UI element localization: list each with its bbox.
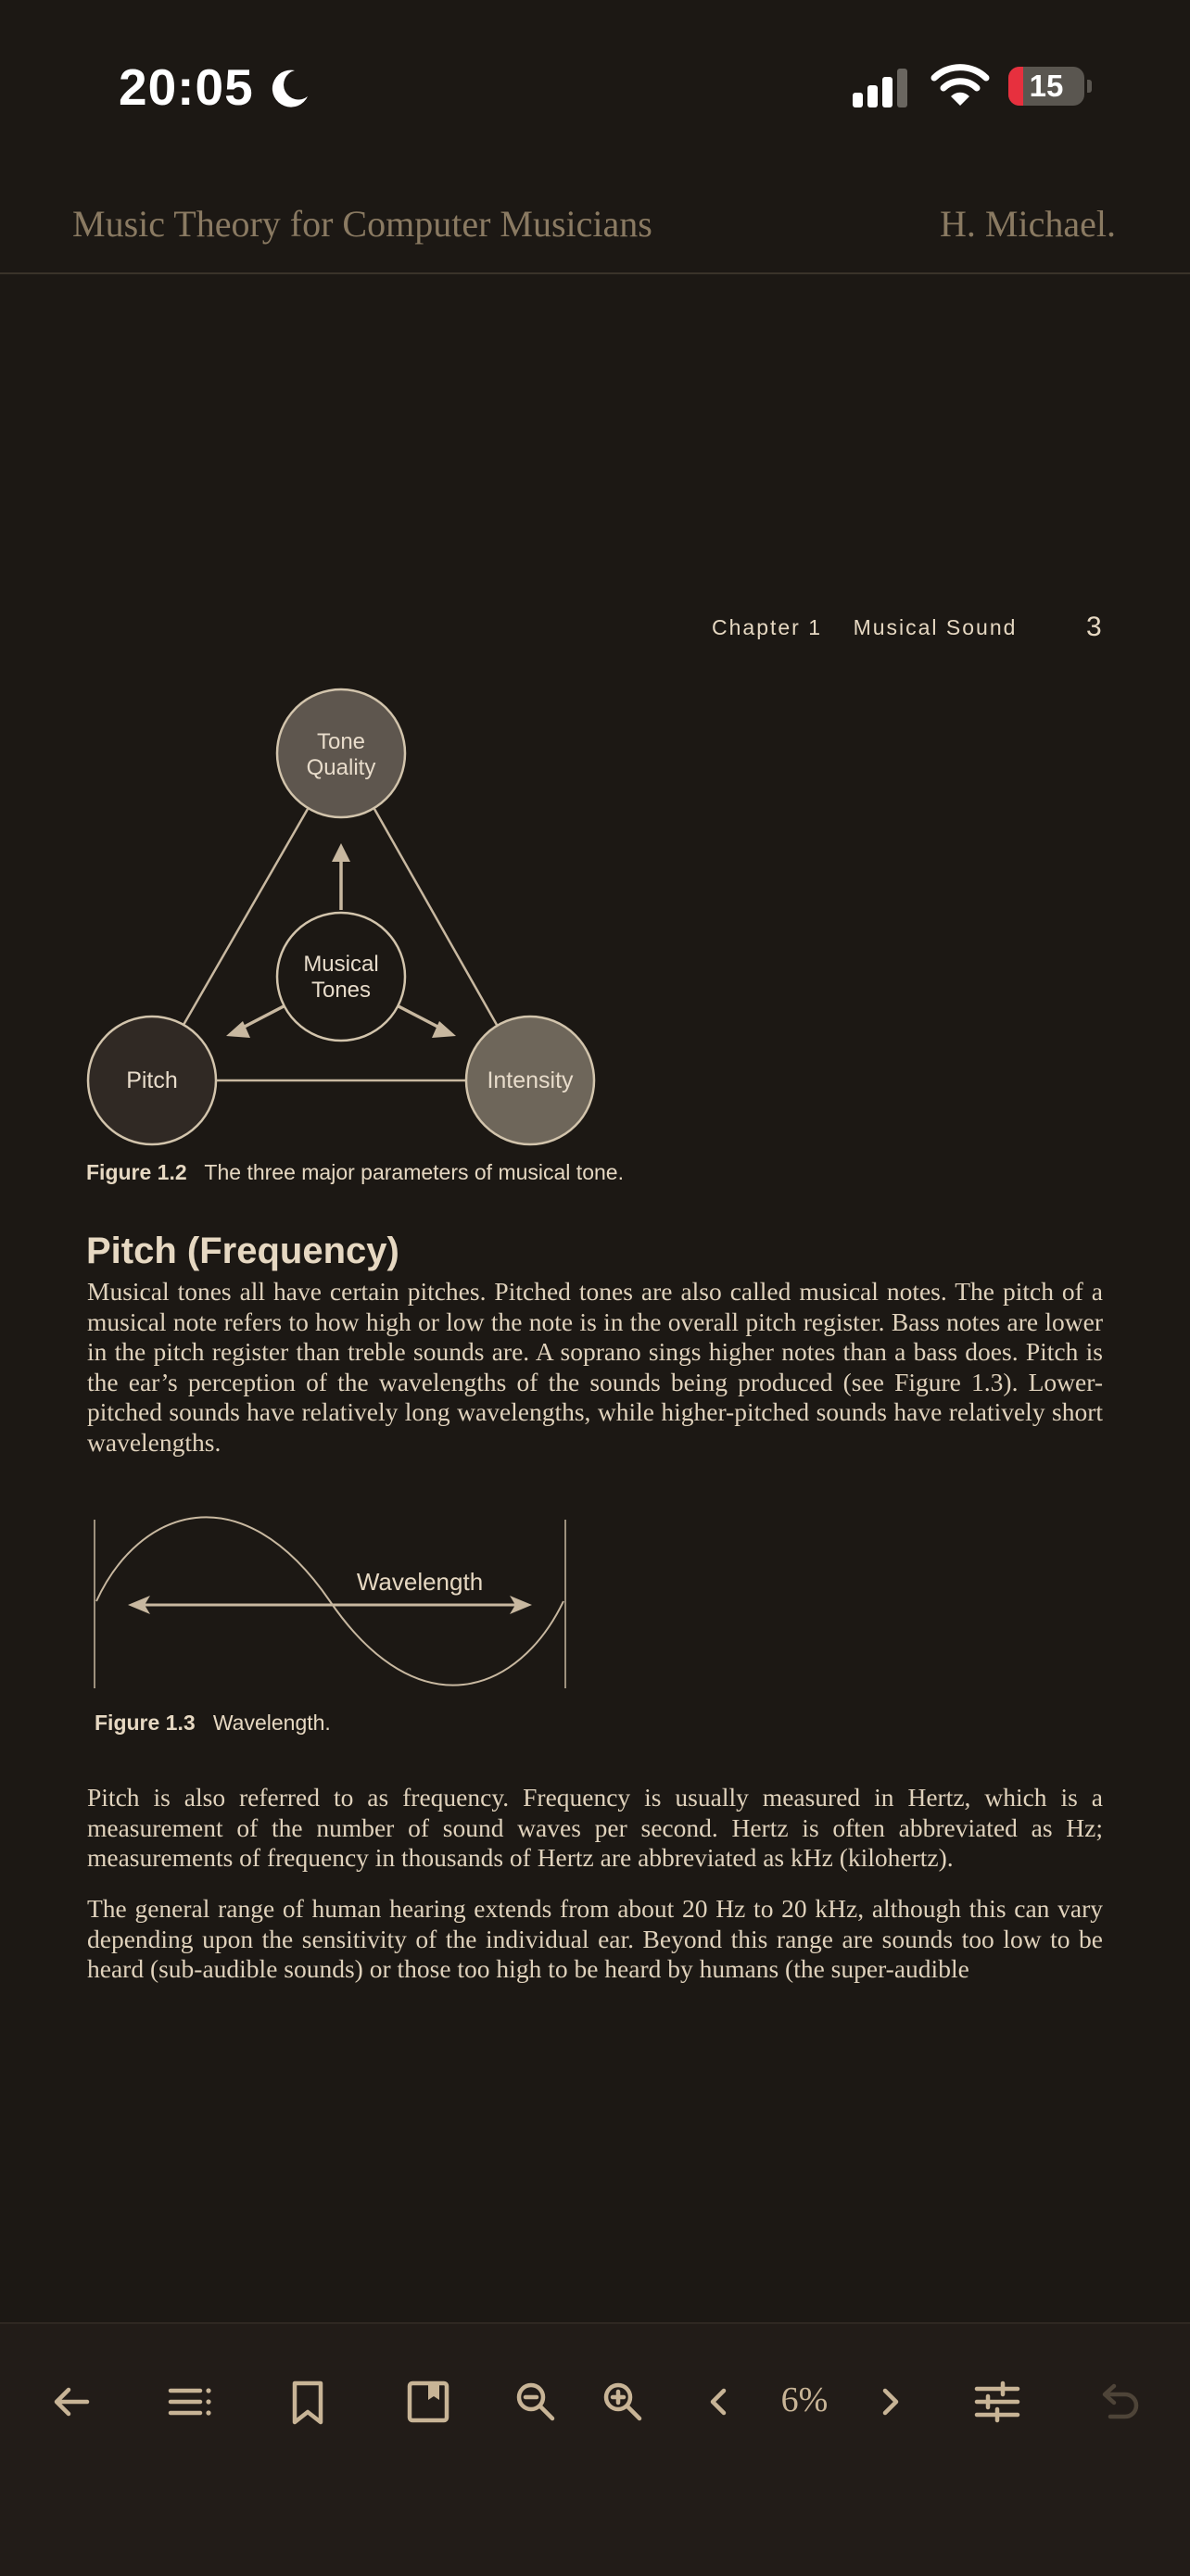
status-time: 20:05	[119, 58, 254, 116]
figure-1-3-wave	[83, 1509, 584, 1694]
book-header	[0, 185, 1190, 274]
wifi-icon	[930, 61, 990, 112]
undo-icon[interactable]	[1090, 2374, 1146, 2430]
zoom-out-icon[interactable]	[508, 2374, 563, 2430]
settings-sliders-icon[interactable]	[969, 2374, 1025, 2430]
running-head: Chapter 1 Musical Sound	[712, 615, 1018, 639]
reader-toolbar	[0, 2322, 1190, 2576]
wavelength-label: Wavelength	[356, 1568, 484, 1596]
node-tone-label: Tone	[316, 729, 366, 754]
contents-list-icon[interactable]	[163, 2374, 219, 2430]
figure-1-2-diagram	[74, 676, 612, 1158]
node-tones-label: Tones	[310, 978, 372, 1003]
node-intensity-label: Intensity	[487, 1067, 574, 1093]
figure-1-2-label: Figure 1.2	[86, 1160, 187, 1184]
book-bookmark-icon[interactable]	[400, 2374, 456, 2430]
cellular-signal-icon	[853, 67, 914, 112]
node-intensity	[466, 1017, 594, 1144]
bookmark-icon[interactable]	[280, 2374, 335, 2430]
battery-icon	[1008, 67, 1084, 106]
book-author: H. Michael.	[940, 203, 1116, 245]
book-title: Music Theory for Computer Musicians	[72, 203, 652, 245]
node-pitch	[88, 1017, 216, 1144]
node-pitch-label: Pitch	[126, 1067, 178, 1093]
status-bar	[0, 0, 1190, 176]
zoom-in-icon[interactable]	[595, 2374, 651, 2430]
reading-progress: 6%	[780, 2380, 829, 2419]
figure-1-3-label: Figure 1.3	[95, 1711, 196, 1735]
node-musical-tones	[277, 913, 405, 1041]
figure-1-2-text: The three major parameters of musical tone.	[204, 1160, 624, 1184]
paragraph-1: Musical tones all have certain pitches. Pitched tones are also called musical notes. The pitch of a musical note refers to how high or low the note is in the overall pitch register. Bass notes are lower in the pitch register than treble sounds are. A soprano sings higher notes than a bass does. Pitch is the ear’s perception of the wavelengths of the sounds being produced (see Figure 1.3). Lower-pitched sounds have relatively long wavelengths, while higher-pitched sounds have relatively short wavelengths.	[87, 1277, 1103, 1457]
node-musical-label: Musical	[303, 952, 379, 977]
figure-1-3-text: Wavelength.	[212, 1711, 331, 1735]
figure-1-2-caption	[86, 1160, 624, 1185]
battery-tip	[1087, 80, 1092, 93]
paragraph-2: Pitch is also referred to as frequency. Frequency is usually measured in Hertz, which is a measurement of the number of sound waves per second. Hertz is often abbreviated as Hz; measurements of frequency in thousands of Hertz are abbreviated as kHz (kilohertz).	[87, 1783, 1103, 1872]
page-number: 3	[1086, 612, 1102, 642]
figure-1-3-caption	[95, 1711, 331, 1736]
paragraph-3: The general range of human hearing extends from about 20 Hz to 20 kHz, although this can vary depending upon the sensitivity of the individual ear. Beyond this range are sounds too low to be heard (sub-audible sounds) or those too high to be heard by humans (the super-audible	[87, 1894, 1103, 1983]
node-tone-quality	[277, 689, 405, 817]
battery-level: 15	[1029, 69, 1064, 103]
section-title: Pitch (Frequency)	[86, 1231, 399, 1271]
chevron-right-icon[interactable]	[862, 2374, 918, 2430]
do-not-disturb-icon	[267, 67, 311, 116]
back-arrow-icon[interactable]	[44, 2374, 100, 2430]
chevron-left-icon[interactable]	[691, 2374, 747, 2430]
node-quality-label: Quality	[306, 755, 376, 780]
